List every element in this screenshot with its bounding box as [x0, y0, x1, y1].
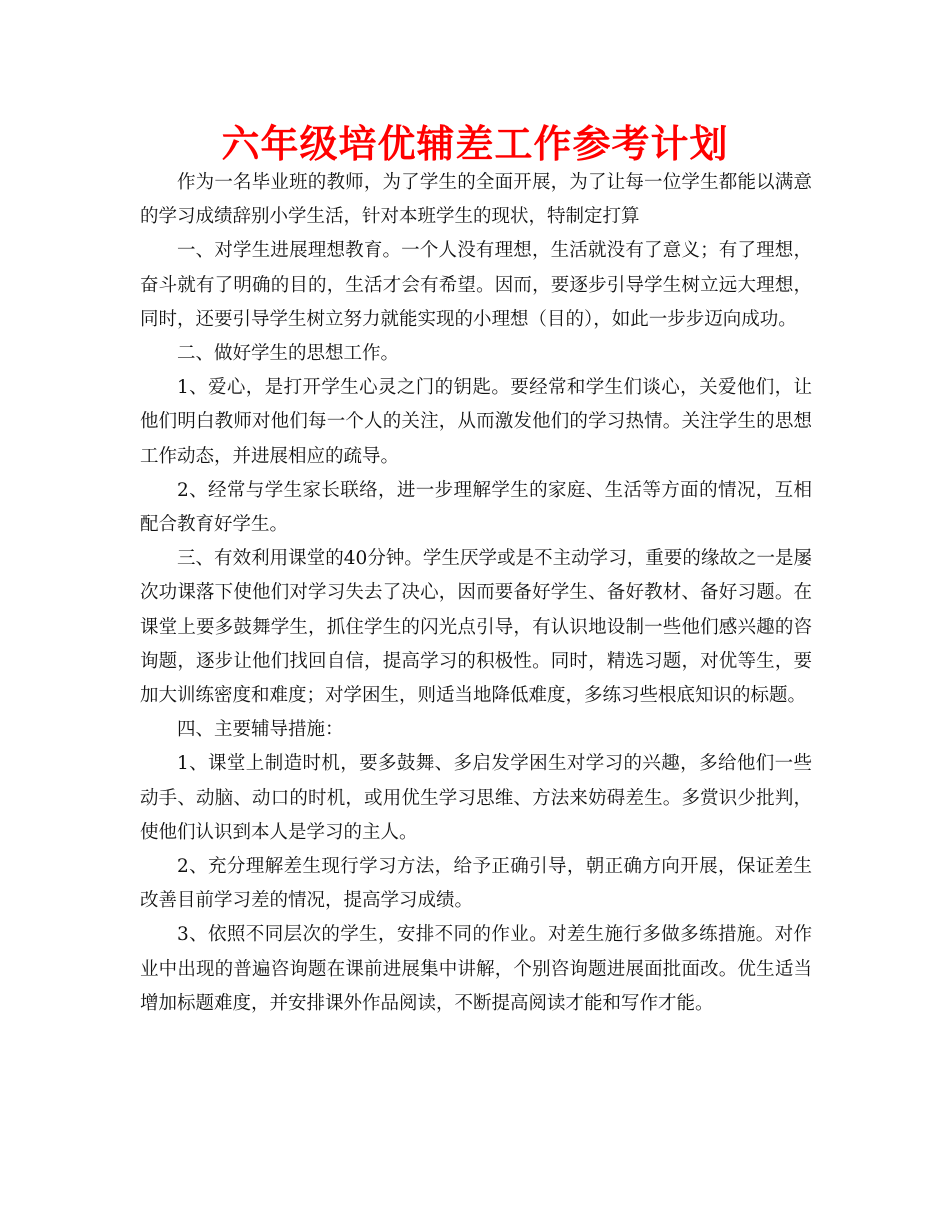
paragraph-section-2-item-2: 2、经常与学生家长联络，进一步理解学生的家庭、生活等方面的情况，互相配合教育好学生。	[140, 479, 812, 536]
paragraph-section-4-heading: 四、主要辅导措施：	[177, 719, 344, 741]
paragraph-intro: 作为一名毕业班的教师，为了学生的全面开展，为了让每一位学生都能以满意的学习成绩辞别小学生活，针对本班学生的现状，特制定打算	[140, 172, 812, 228]
document-body	[140, 166, 812, 1021]
paragraph-section-2-item-1: 1、爱心，是打开学生心灵之门的钥匙。要经常和学生们谈心，关爱他们，让他们明白教师对他们每一个人的关注，从而激发他们的学习热情。关注学生的思想工作动态，并进展相应的疏导。	[140, 377, 812, 467]
paragraph-section-4-item-2: 2、充分理解差生现行学习方法，给予正确引导，朝正确方向开展，保证差生改善目前学习差的情况，提高学习成绩。	[140, 856, 812, 912]
page-title: 六年级培优辅差工作参考计划	[221, 122, 729, 166]
paragraph-section-2-heading: 二、做好学生的思想工作。	[177, 343, 400, 365]
paragraph-section-4-item-3: 3、依照不同层次的学生，安排不同的作业。对差生施行多做多练措施。对作业中出现的普遍咨询题在课前进展集中讲解，个别咨询题进展面批面改。优生适当增加标题难度，并安排课外作品阅读，不断提高阅读才能和写作才能。	[140, 924, 812, 1014]
paragraph-section-3: 三、有效利用课堂的40分钟。学生厌学或是不主动学习，重要的缘故之一是屡次功课落下使他们对学习失去了决心，因而要备好学生、备好教材、备好习题。在课堂上要多鼓舞学生，抓住学生的闪光点引导，有认识地设制一些他们感兴趣的咨询题，逐步让他们找回自信，提高学习的积极性。同时，精选习题，对优等生，要加大训练密度和难度；对学困生，则适当地降低难度，多练习些根底知识的标题。	[140, 548, 812, 707]
paragraph-section-4-item-1: 1、课堂上制造时机，要多鼓舞、多启发学困生对学习的兴趣，多给他们一些动手、动脑、动口的时机，或用优生学习思维、方法来妨碍差生。多赏识少批判，使他们认识到本人是学习的主人。	[140, 753, 812, 843]
paragraph-section-1: 一、对学生进展理想教育。一个人没有理想，生活就没有了意义；有了理想，奋斗就有了明确的目的，生活才会有希望。因而，要逐步引导学生树立远大理想，同时，还要引导学生树立努力就能实现的小理想（目的），如此一步步迈向成功。	[140, 240, 812, 330]
